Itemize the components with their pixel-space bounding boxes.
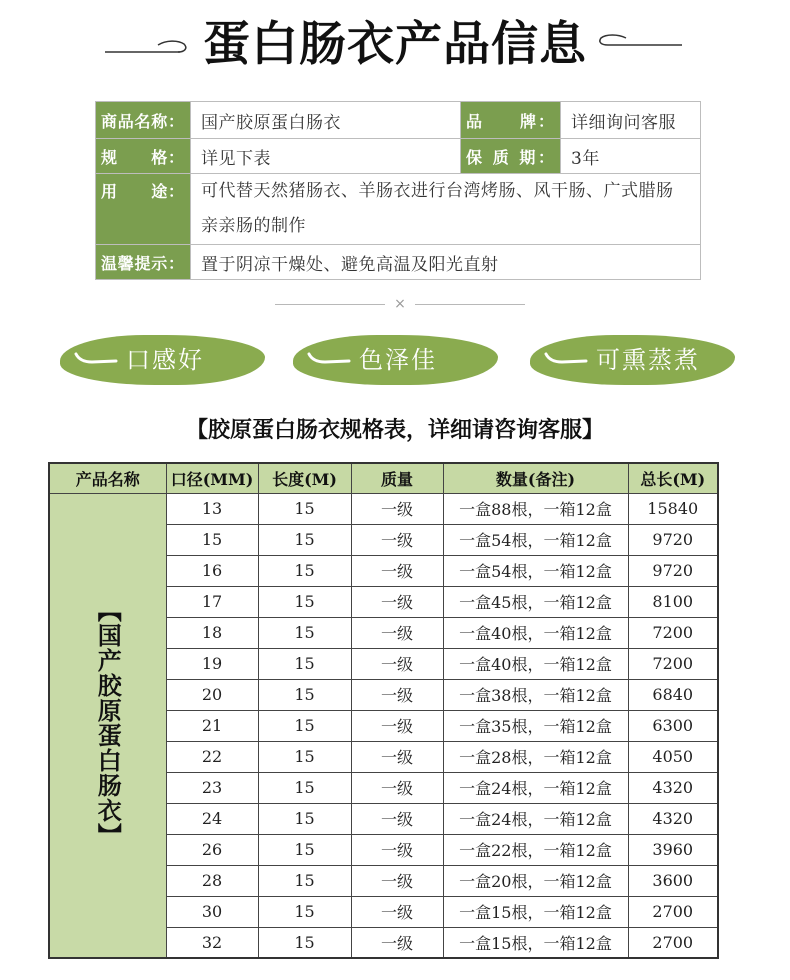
product-info-table (95, 101, 701, 280)
total-length-cell: 4320 (628, 803, 718, 834)
grade-cell: 一级 (351, 927, 443, 958)
total-length-cell: 7200 (628, 617, 718, 648)
quantity-cell: 一盒20根，一箱12盒 (443, 865, 628, 896)
caliber-cell: 28 (166, 865, 258, 896)
total-length-cell: 6300 (628, 710, 718, 741)
divider-line-left (275, 304, 385, 305)
usage-label: 用 途： (96, 174, 191, 245)
length-cell: 15 (258, 555, 351, 586)
total-length-cell: 8100 (628, 586, 718, 617)
length-cell: 15 (258, 679, 351, 710)
quantity-cell: 一盒40根，一箱12盒 (443, 648, 628, 679)
page-title: 蛋白肠衣产品信息 (203, 17, 587, 72)
shelf-life-value: 3年 (561, 139, 701, 174)
caliber-cell: 16 (166, 555, 258, 586)
header-grade: 质量 (351, 463, 443, 493)
usage-line: 亲亲肠的制作 (201, 216, 306, 236)
caliber-cell: 19 (166, 648, 258, 679)
grade-cell: 一级 (351, 834, 443, 865)
quantity-cell: 一盒54根，一箱12盒 (443, 524, 628, 555)
grade-cell: 一级 (351, 803, 443, 834)
quantity-cell: 一盒15根，一箱12盒 (443, 896, 628, 927)
spec-label: 规 格： (96, 139, 191, 174)
brush-dash-icon (544, 349, 588, 371)
brush-dash-icon (307, 349, 351, 371)
header-quantity: 数量(备注) (443, 463, 628, 493)
grade-cell: 一级 (351, 617, 443, 648)
total-length-cell: 9720 (628, 555, 718, 586)
usage-value (191, 174, 701, 245)
spec-table (48, 462, 719, 959)
caliber-cell: 21 (166, 710, 258, 741)
grade-cell: 一级 (351, 741, 443, 772)
grade-cell: 一级 (351, 896, 443, 927)
spec-header-row (49, 463, 718, 493)
caliber-cell: 17 (166, 586, 258, 617)
divider-symbol: × (394, 296, 406, 312)
length-cell: 15 (258, 772, 351, 803)
length-cell: 15 (258, 803, 351, 834)
quantity-cell: 一盒88根，一箱12盒 (443, 493, 628, 524)
caliber-cell: 13 (166, 493, 258, 524)
quantity-cell: 一盒15根，一箱12盒 (443, 927, 628, 958)
divider-line-right (415, 304, 525, 305)
feature-label: 色泽佳 (359, 346, 437, 374)
grade-cell: 一级 (351, 648, 443, 679)
length-cell: 15 (258, 741, 351, 772)
shelf-life-label: 保 质 期： (461, 139, 561, 174)
grade-cell: 一级 (351, 493, 443, 524)
product-name-value: 国产胶原蛋白肠衣 (191, 102, 461, 139)
grade-cell: 一级 (351, 555, 443, 586)
info-row (96, 139, 701, 174)
caliber-cell: 22 (166, 741, 258, 772)
length-cell: 15 (258, 648, 351, 679)
usage-line: 可代替天然猪肠衣、羊肠衣进行台湾烤肠、风干肠、广式腊肠 (201, 181, 674, 201)
caliber-cell: 20 (166, 679, 258, 710)
total-length-cell: 3600 (628, 865, 718, 896)
total-length-cell: 15840 (628, 493, 718, 524)
grade-cell: 一级 (351, 679, 443, 710)
total-length-cell: 3960 (628, 834, 718, 865)
info-row (96, 174, 701, 245)
grade-cell: 一级 (351, 586, 443, 617)
title-ornament-right (596, 30, 688, 56)
header-product-name: 产品名称 (49, 463, 166, 493)
brand-label: 品 牌： (461, 102, 561, 139)
caliber-cell: 30 (166, 896, 258, 927)
total-length-cell: 6840 (628, 679, 718, 710)
caliber-cell: 32 (166, 927, 258, 958)
quantity-cell: 一盒35根，一箱12盒 (443, 710, 628, 741)
length-cell: 15 (258, 865, 351, 896)
length-cell: 15 (258, 927, 351, 958)
tip-label: 温馨提示： (96, 245, 191, 280)
feature-label: 可熏蒸煮 (596, 346, 700, 374)
length-cell: 15 (258, 586, 351, 617)
quantity-cell: 一盒28根，一箱12盒 (443, 741, 628, 772)
quantity-cell: 一盒24根，一箱12盒 (443, 803, 628, 834)
spec-value: 详见下表 (191, 139, 461, 174)
header-length: 长度(M) (258, 463, 351, 493)
tip-value: 置于阴凉干燥处、避免高温及阳光直射 (191, 245, 701, 280)
length-cell: 15 (258, 617, 351, 648)
product-name-cell (49, 493, 166, 958)
grade-cell: 一级 (351, 772, 443, 803)
brush-dash-icon (74, 349, 118, 371)
grade-cell: 一级 (351, 524, 443, 555)
total-length-cell: 4320 (628, 772, 718, 803)
total-length-cell: 4050 (628, 741, 718, 772)
caliber-cell: 26 (166, 834, 258, 865)
length-cell: 15 (258, 896, 351, 927)
header-total-length: 总长(M) (628, 463, 718, 493)
feature-badge-color (293, 335, 498, 385)
quantity-cell: 一盒22根，一箱12盒 (443, 834, 628, 865)
length-cell: 15 (258, 493, 351, 524)
info-row (96, 245, 701, 280)
spec-table-title: 【胶原蛋白肠衣规格表，详细请咨询客服】 (185, 417, 604, 443)
info-row (96, 102, 701, 139)
quantity-cell: 一盒24根，一箱12盒 (443, 772, 628, 803)
feature-badge-cooking (530, 335, 735, 385)
quantity-cell: 一盒40根，一箱12盒 (443, 617, 628, 648)
caliber-cell: 24 (166, 803, 258, 834)
total-length-cell: 2700 (628, 896, 718, 927)
feature-label: 口感好 (126, 346, 204, 374)
caliber-cell: 15 (166, 524, 258, 555)
grade-cell: 一级 (351, 865, 443, 896)
header-caliber: 口径(MM) (166, 463, 258, 493)
total-length-cell: 9720 (628, 524, 718, 555)
quantity-cell: 一盒45根，一箱12盒 (443, 586, 628, 617)
caliber-cell: 23 (166, 772, 258, 803)
length-cell: 15 (258, 834, 351, 865)
total-length-cell: 2700 (628, 927, 718, 958)
length-cell: 15 (258, 524, 351, 555)
grade-cell: 一级 (351, 710, 443, 741)
quantity-cell: 一盒54根，一箱12盒 (443, 555, 628, 586)
brand-value: 详细询问客服 (561, 102, 701, 139)
length-cell: 15 (258, 710, 351, 741)
product-name-vertical: 【国产胶原蛋白肠衣】 (93, 598, 123, 849)
total-length-cell: 7200 (628, 648, 718, 679)
product-name-label: 商品名称： (96, 102, 191, 139)
feature-badge-taste (60, 335, 265, 385)
table-row (49, 493, 718, 524)
caliber-cell: 18 (166, 617, 258, 648)
quantity-cell: 一盒38根，一箱12盒 (443, 679, 628, 710)
